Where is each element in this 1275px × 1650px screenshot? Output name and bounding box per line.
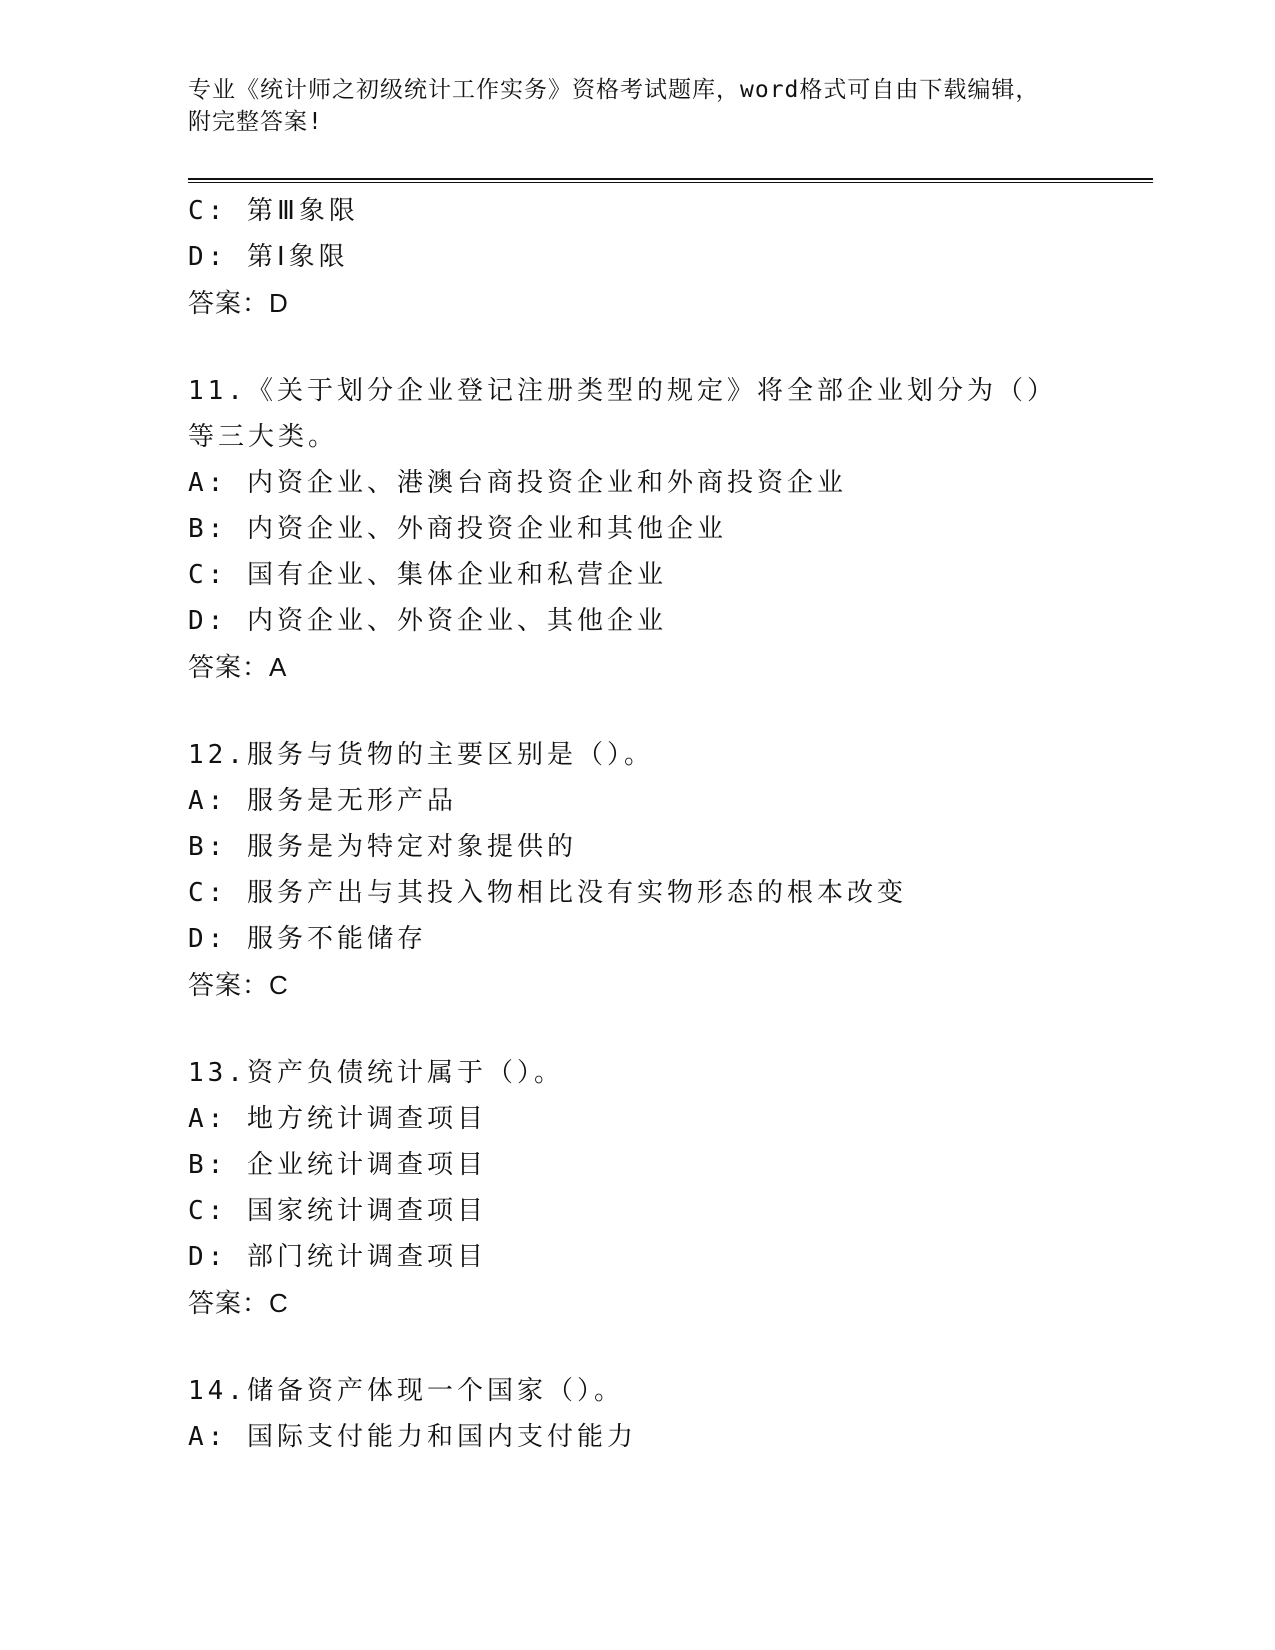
question-12-option-d: D: 服务不能储存 xyxy=(188,924,427,954)
question-13-answer: 答案：C xyxy=(188,1288,289,1318)
question-10-answer: 答案：D xyxy=(188,288,289,318)
question-11-option-b: B: 内资企业、外商投资企业和其他企业 xyxy=(188,514,727,544)
question-12-option-c: C: 服务产出与其投入物相比没有实物形态的根本改变 xyxy=(188,878,907,908)
question-13-option-a: A: 地方统计调查项目 xyxy=(188,1104,487,1134)
question-12-stem: 12.服务与货物的主要区别是（）。 xyxy=(188,740,654,770)
question-11-option-c: C: 国有企业、集体企业和私营企业 xyxy=(188,560,667,590)
spacer xyxy=(188,690,1118,732)
question-13-option-d: D: 部门统计调查项目 xyxy=(188,1242,487,1272)
question-11-option-a: A: 内资企业、港澳台商投资企业和外商投资企业 xyxy=(188,468,847,498)
question-14-stem: 14.储备资产体现一个国家（）。 xyxy=(188,1376,624,1406)
spacer xyxy=(188,326,1118,368)
spacer xyxy=(188,1008,1118,1050)
question-12-answer: 答案：C xyxy=(188,970,289,1000)
header-divider-thick xyxy=(188,178,1153,180)
question-11-stem: 11.《关于划分企业登记注册类型的规定》将全部企业划分为（）等三大类。 xyxy=(188,376,1057,452)
header-line-2: 附完整答案! xyxy=(188,109,323,135)
question-13-option-b: B: 企业统计调查项目 xyxy=(188,1150,487,1180)
question-11-answer: 答案：A xyxy=(188,652,288,682)
question-14-option-a: A: 国际支付能力和国内支付能力 xyxy=(188,1422,637,1452)
question-11 xyxy=(188,368,1118,690)
question-10-fragment xyxy=(188,188,1118,326)
header-line-1: 专业《统计师之初级统计工作实务》资格考试题库，word格式可自由下载编辑， xyxy=(188,77,1040,103)
question-14 xyxy=(188,1368,1118,1460)
question-10-option-d: D: 第Ⅰ象限 xyxy=(188,242,349,272)
question-12 xyxy=(188,732,1118,1008)
question-11-option-d: D: 内资企业、外资企业、其他企业 xyxy=(188,606,667,636)
question-12-option-a: A: 服务是无形产品 xyxy=(188,786,457,816)
question-10-option-c: C: 第Ⅲ象限 xyxy=(188,196,359,226)
question-list xyxy=(188,188,1118,1460)
spacer xyxy=(188,1326,1118,1368)
question-13-option-c: C: 国家统计调查项目 xyxy=(188,1196,487,1226)
header-divider-thin xyxy=(188,182,1153,183)
document-header xyxy=(188,74,1088,138)
question-12-option-b: B: 服务是为特定对象提供的 xyxy=(188,832,577,862)
question-13 xyxy=(188,1050,1118,1326)
question-13-stem: 13.资产负债统计属于（）。 xyxy=(188,1058,564,1088)
